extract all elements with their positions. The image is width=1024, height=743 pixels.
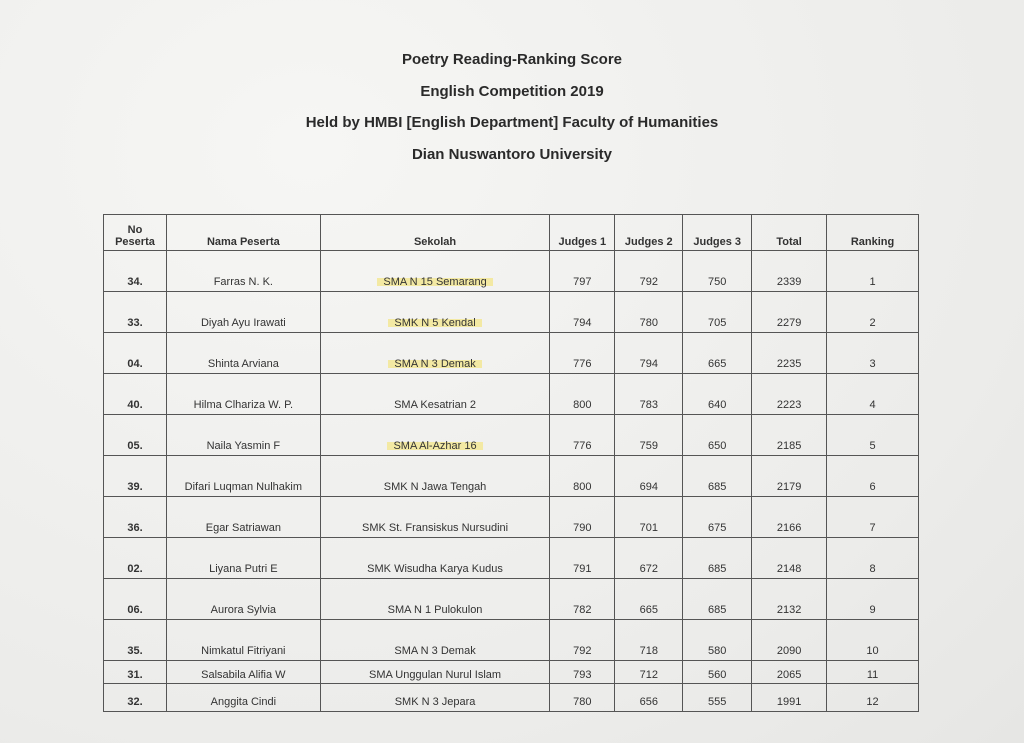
- cell-judge3: 675: [683, 497, 752, 538]
- cell-total: 2148: [752, 538, 827, 579]
- cell-name: Difari Luqman Nulhakim: [166, 456, 320, 497]
- competition-name: English Competition 2019: [420, 82, 604, 100]
- cell-name: Salsabila Alifia W: [166, 661, 320, 684]
- cell-judge1: 792: [550, 620, 615, 661]
- table-row: [104, 538, 919, 579]
- cell-judge1: 780: [550, 684, 615, 712]
- highlighted-school: SMA N 3 Demak: [388, 358, 481, 370]
- cell-school: SMA N 3 Demak: [320, 620, 550, 661]
- table-row: [104, 333, 919, 374]
- cell-judge3: 650: [683, 415, 752, 456]
- table-row: [104, 579, 919, 620]
- cell-school: SMK Wisudha Karya Kudus: [320, 538, 550, 579]
- cell-judge1: 782: [550, 579, 615, 620]
- cell-judge2: 694: [615, 456, 683, 497]
- cell-judge2: 780: [615, 292, 683, 333]
- highlighted-school: SMK N 5 Kendal: [388, 317, 481, 329]
- cell-name: Hilma Clhariza W. P.: [166, 374, 320, 415]
- table-row: [104, 661, 919, 684]
- cell-judge2: 783: [615, 374, 683, 415]
- cell-name: Aurora Sylvia: [166, 579, 320, 620]
- cell-judge3: 685: [683, 579, 752, 620]
- cell-judge2: 712: [615, 661, 683, 684]
- cell-total: 2185: [752, 415, 827, 456]
- cell-ranking: 12: [827, 684, 919, 712]
- cell-judge3: 560: [683, 661, 752, 684]
- header-judges-1: Judges 1: [550, 215, 615, 251]
- cell-judge2: 672: [615, 538, 683, 579]
- cell-judge3: 685: [683, 538, 752, 579]
- document-header: [0, 50, 1024, 176]
- cell-ranking: 6: [827, 456, 919, 497]
- cell-ranking: 7: [827, 497, 919, 538]
- cell-total: 2179: [752, 456, 827, 497]
- cell-judge2: 794: [615, 333, 683, 374]
- cell-no: 34.: [104, 251, 167, 292]
- cell-school: [320, 292, 550, 333]
- cell-ranking: 3: [827, 333, 919, 374]
- table-row: [104, 620, 919, 661]
- cell-no: 33.: [104, 292, 167, 333]
- table-row: [104, 251, 919, 292]
- cell-name: Liyana Putri E: [166, 538, 320, 579]
- header-no-peserta: No Peserta: [104, 215, 167, 251]
- header-nama-peserta: Nama Peserta: [166, 215, 320, 251]
- cell-judge2: 759: [615, 415, 683, 456]
- cell-ranking: 5: [827, 415, 919, 456]
- cell-judge3: 555: [683, 684, 752, 712]
- cell-judge1: 790: [550, 497, 615, 538]
- cell-name: Egar Satriawan: [166, 497, 320, 538]
- cell-judge1: 800: [550, 374, 615, 415]
- cell-judge2: 718: [615, 620, 683, 661]
- cell-judge1: 793: [550, 661, 615, 684]
- cell-judge2: 665: [615, 579, 683, 620]
- organizer-line: Held by HMBI [English Department] Faculty of Humanities: [305, 114, 719, 131]
- cell-ranking: 11: [827, 661, 919, 684]
- cell-no: 02.: [104, 538, 167, 579]
- table-header-row: [104, 215, 919, 251]
- cell-name: Diyah Ayu Irawati: [166, 292, 320, 333]
- cell-judge1: 800: [550, 456, 615, 497]
- cell-ranking: 2: [827, 292, 919, 333]
- cell-school: SMA Kesatrian 2: [320, 374, 550, 415]
- cell-no: 32.: [104, 684, 167, 712]
- table-row: [104, 497, 919, 538]
- cell-no: 39.: [104, 456, 167, 497]
- cell-judge1: 776: [550, 415, 615, 456]
- cell-school: SMK St. Fransiskus Nursudini: [320, 497, 550, 538]
- cell-judge1: 791: [550, 538, 615, 579]
- cell-school: SMK N Jawa Tengah: [320, 456, 550, 497]
- cell-judge3: 665: [683, 333, 752, 374]
- cell-judge2: 701: [615, 497, 683, 538]
- cell-name: Anggita Cindi: [166, 684, 320, 712]
- cell-total: 2065: [752, 661, 827, 684]
- cell-school: [320, 251, 550, 292]
- header-judges-3: Judges 3: [683, 215, 752, 251]
- cell-judge3: 580: [683, 620, 752, 661]
- cell-total: 2166: [752, 497, 827, 538]
- cell-name: Shinta Arviana: [166, 333, 320, 374]
- cell-name: Nimkatul Fitriyani: [166, 620, 320, 661]
- cell-judge1: 794: [550, 292, 615, 333]
- cell-judge1: 776: [550, 333, 615, 374]
- header-sekolah: Sekolah: [320, 215, 550, 251]
- table-row: [104, 415, 919, 456]
- cell-ranking: 4: [827, 374, 919, 415]
- cell-judge3: 685: [683, 456, 752, 497]
- header-judges-2: Judges 2: [615, 215, 683, 251]
- cell-name: Naila Yasmin F: [166, 415, 320, 456]
- cell-judge1: 797: [550, 251, 615, 292]
- cell-total: 2132: [752, 579, 827, 620]
- cell-name: Farras N. K.: [166, 251, 320, 292]
- cell-total: 2223: [752, 374, 827, 415]
- cell-school: [320, 333, 550, 374]
- cell-no: 35.: [104, 620, 167, 661]
- cell-total: 2279: [752, 292, 827, 333]
- cell-no: 36.: [104, 497, 167, 538]
- cell-school: SMA N 1 Pulokulon: [320, 579, 550, 620]
- table-row: [104, 374, 919, 415]
- cell-judge3: 640: [683, 374, 752, 415]
- cell-judge2: 656: [615, 684, 683, 712]
- cell-school: SMK N 3 Jepara: [320, 684, 550, 712]
- table-row: [104, 292, 919, 333]
- university-name: Dian Nuswantoro University: [411, 145, 613, 163]
- table-row: [104, 456, 919, 497]
- cell-judge3: 750: [683, 251, 752, 292]
- table-row: [104, 684, 919, 712]
- document-title: Poetry Reading-Ranking Score: [401, 51, 623, 68]
- cell-no: 05.: [104, 415, 167, 456]
- cell-judge3: 705: [683, 292, 752, 333]
- cell-total: 1991: [752, 684, 827, 712]
- cell-school: SMA Unggulan Nurul Islam: [320, 661, 550, 684]
- cell-ranking: 9: [827, 579, 919, 620]
- highlighted-school: SMA N 15 Semarang: [377, 276, 492, 288]
- cell-no: 40.: [104, 374, 167, 415]
- cell-total: 2090: [752, 620, 827, 661]
- cell-ranking: 10: [827, 620, 919, 661]
- cell-school: [320, 415, 550, 456]
- cell-total: 2339: [752, 251, 827, 292]
- cell-ranking: 1: [827, 251, 919, 292]
- cell-no: 04.: [104, 333, 167, 374]
- header-ranking: Ranking: [827, 215, 919, 251]
- highlighted-school: SMA Al-Azhar 16: [387, 440, 482, 452]
- ranking-table: [103, 214, 919, 712]
- cell-ranking: 8: [827, 538, 919, 579]
- header-total: Total: [752, 215, 827, 251]
- cell-total: 2235: [752, 333, 827, 374]
- cell-judge2: 792: [615, 251, 683, 292]
- cell-no: 06.: [104, 579, 167, 620]
- cell-no: 31.: [104, 661, 167, 684]
